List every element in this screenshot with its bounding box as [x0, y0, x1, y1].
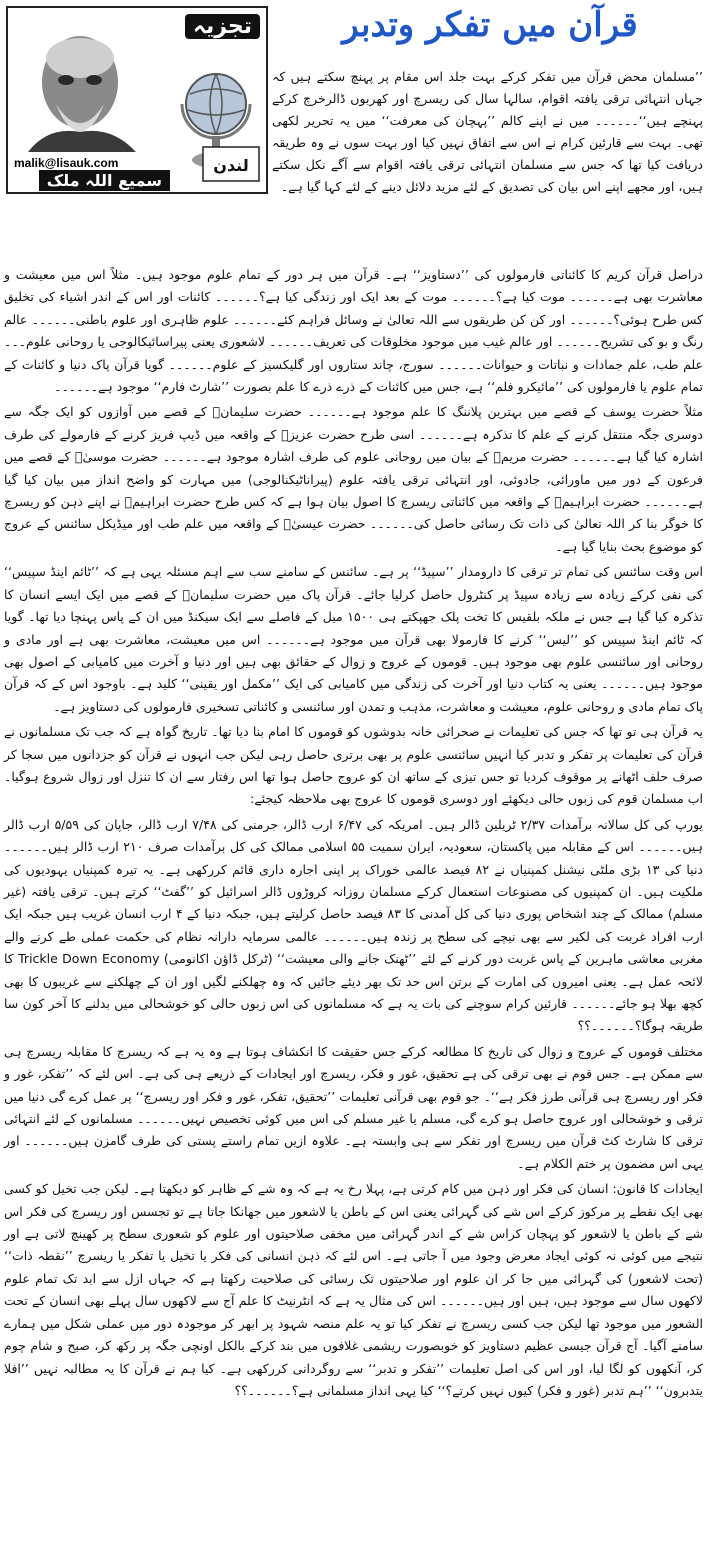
paragraph: مثلاً حضرت یوسف کے قصے میں بہترین پلاننگ کا علم موجود ہے۔۔۔۔۔۔ حضرت سلیمانؑ کے قصے میں آوازوں کو ایک جگہ سے دوسری جگہ منتقل کرنے کے علم کا تذکرہ ہے۔۔۔۔۔۔ اسی طرح حضرت عزیزؑ کے واقعہ میں ڈیپ فریز کرنے کے فارمولے کی طرف اشارہ کیا گیا ہے۔۔۔۔۔۔ حضرت مریمؑ کے بیان میں روحانی علوم کی طرف اشارہ موجود ہے۔۔۔۔۔۔ حضرت موسیٰؑ کے قصے میں فرعون کے دور میں ماورائی، جادوئی، اور انتہائی ترقی یافتہ علوم (پیراناٹیکنالوجی) میں مہارت کو واضح انداز میں بیان کیا گیا ہے۔۔۔۔۔۔ حضرت ابراہیمؑ کے واقعہ میں کائناتی ریسرچ کا اصول بیان ہوا ہے کہ کس طرح حضرت ابراہیمؑ نے اپنے ذہن کو ریسرچ کا خوگر بنا کر اللہ تعالیٰ کی ذات تک رسائی حاصل کی۔۔۔۔۔۔ حضرت عیسیٰؑ کے واقعہ میں علم طب اور میڈیکل سائنس کے عروج کو موضوع بحث بنایا گیا ہے۔ — [4, 404, 703, 554]
paragraph: یورپ کی کل سالانہ برآمدات ۲/۳۷ ٹریلین ڈالر ہیں۔ امریکہ کی ۶/۴۷ ارب ڈالر، جرمنی کی ۷/۴۸ ارب ڈالر، جاپان کی ۵/۵۹ ارب ڈالر ہیں۔۔۔۔۔۔ اس کے مقابلہ میں پاکستان، سعودیہ، ایران سمیت ۵۵ اسلامی ممالک کی کل برآمدات صرف ۲۱۰ ارب ڈالر ہیں۔۔۔۔۔۔ دنیا کی ۱۳ بڑی ملٹی نیشنل کمپنیاں نے ۸۲ فیصد عالمی خوراک پر اپنی اجارہ داری قائم کررکھی ہے۔ یہ تیرہ کمپنیاں یہودیوں کی ملکیت ہیں۔ ان کمپنیوں کی مصنوعات استعمال کرکے مسلمان روزانہ کروڑوں ڈالر اسرائیل کو ’’گفٹ‘‘ کرتے ہیں۔ ترقی یافتہ (غیر مسلم) ممالک کے چند اشخاص پوری دنیا کی کل آمدنی کا ۸۳ فیصد حاصل کرلیتے ہیں، جبکہ دنیا کے ۴ ارب انسان غریب ہیں جبکہ ایک ارب افراد غربت کی لکیر سے بھی نیچے کی سطح پر زندہ ہیں۔۔۔۔۔۔ عالمی سرمایہ دارانہ نظام کی حکمت عملی طے کرنے والے مغربی معاشی ماہرین کے پاس غربت دور کرنے کے لئے ’’ٹھنک جانے والی معیشت‘‘ (ٹرکل ڈاؤن اکانومی) Trickle Down Economy کا لائحہ عمل ہے۔ یعنی امیروں کی امارت کے برتن اس حد تک بھر دیئے جائیں کہ وہ چھلکنے لگیں اور ان کے چھلکنے سے غریبوں کا بھی کچھ بھلا ہو جائے۔۔۔۔۔۔ قارئین کرام سوچنے کی بات یہ ہے کہ مسلمانوں کی اس زبوں حالی کو خوشحالی میں بدلنے کا آخر کون سا طریقہ ہوگا؟۔۔۔۔۔۔؟؟ — [4, 816, 704, 1034]
paragraph: اس وقت سائنس کی تمام تر ترقی کا دارومدار ’’سپیڈ‘‘ پر ہے۔ سائنس کے سامنے سب سے اہم مسئلہ یہی ہے کہ ’’ٹائم اینڈ سپیس‘‘ کی نفی کرکے زیادہ سے زیادہ سپیڈ پر کنٹرول حاصل کرلیا جائے۔ قرآن پاک میں حضرت سلیمانؑ کے قصے میں ایک ایسے انسان کا تذکرہ کیا گیا ہے جس نے ملکہ بلقیس کا تخت پلک جھپکتے ہی ۱۵۰۰ میل کے فاصلے سے ایک سیکنڈ میں ان کے پاس پہنچا دیا تھا۔ گویا کہ ٹائم اینڈ سپیس کو ’’لیس‘‘ کرنے کا فارمولا بھی قرآن میں موجود ہے۔۔۔۔۔۔ اس میں معیشت، معاشرت بھی ہے اور مادی و روحانی اور سائنسی علوم بھی موجود ہیں۔ قوموں کے عروج و زوال کے حقائق بھی ہیں اور دنیا و آخرت میں کامیابی کے اصول بھی موجود ہیں۔۔۔۔۔۔ یعنی یہ کتاب دنیا اور آخرت کی زندگی میں کامیابی کی ایک ’’مکمل اور یقینی‘‘ کلید ہے۔ باوجود اس کے کہ قرآن پاک تمام مادی و روحانی علوم، معیشت و معاشرت، مذہب و تمدن اور سائنسی و کائناتی تسخیری فارمولوں کی دستاویز ہے۔ — [4, 564, 703, 714]
article-body — [4, 264, 703, 1405]
author-portrait — [18, 22, 153, 152]
section-tag: تجزیہ — [185, 14, 260, 39]
author-photo-panel — [6, 6, 268, 194]
paragraph: مختلف قوموں کے عروج و زوال کی تاریخ کا مطالعہ کرکے جس حقیقت کا انکشاف ہوتا ہے وہ یہ ہے کہ ریسرچ کا مقابلہ ریسرچ ہی سے ممکن ہے۔ جس قوم نے بھی ترقی کی ہے تحقیق، غور و فکر، ریسرچ اور ایجادات کے ذریعے ہی کی ہے۔ اس لئے کہ ’’تفکر، غور و فکر اور ریسرچ ہی قرآنی طرز فکر ہے‘‘۔ جو قوم بھی قرآنی تعلیمات ’’تحقیق، تفکر، غور و فکر اور ریسرچ‘‘ پر عمل کرے گی دنیا میں ترقی و خوشحالی اور عروج حاصل ہو کرے گی، مسلم یا غیر مسلم کی اس میں کوئی تخصیص نہیں۔۔۔۔۔۔ مسلمانوں کے لئے انتہائی ترقی کا شارٹ کٹ قرآن میں ریسرچ اور تفکر سے ہی وابستہ ہے۔ علاوہ ازیں تمام راستے پستی کی طرف گامزن ہیں۔۔۔۔۔۔ اور یہی اس مضمون پر ختم الکلام ہے۔ — [4, 1043, 703, 1171]
article-title: قرآن میں تفکر وتدبر — [342, 5, 638, 45]
author-email[interactable]: malik@lisauk.com — [14, 156, 119, 170]
paragraph: دراصل قرآن کریم کا کائناتی فارمولوں کی ’’دستاویز‘‘ ہے۔ قرآن میں ہر دور کے تمام علوم موجود ہیں۔ مثلاً اس میں معیشت و معاشرت بھی ہے۔۔۔۔۔۔ موت کیا ہے؟۔۔۔۔۔۔ موت کے بعد ایک اور زندگی کیا ہے؟۔۔۔۔۔۔ کائنات اور اس کے اندر اشیاء کی تخلیق کس طرح ہوئی؟۔۔۔۔۔۔ اور کن کن طریقوں سے اللہ تعالیٰ نے وسائل فراہم کئے۔۔۔۔۔۔ علوم ظاہری اور علوم باطنی۔۔۔۔۔۔ عالم رنگ و بو کی تشریح۔۔۔۔۔۔ اور عالم غیب میں موجود مخلوقات کی تعریف۔۔۔۔۔۔ لاشعوری یعنی پیراسائیکالوجی یا روحانی علوم۔۔۔ علم طب، علم جمادات و نباتات و حیوانات۔۔۔۔۔۔ سورج، چاند ستاروں اور گلیکسیز کے علوم۔۔۔۔۔۔ گویا قرآن پاک دنیا و کائنات کے تمام علوم یا فارمولوں کی ’’مائیکرو فلم‘‘ ہے، جس میں کائنات کے ذرے ذرے کا علم بصورت ’’شارٹ فارم‘‘ موجود ہے۔۔۔۔۔۔ — [4, 267, 703, 395]
paragraph: یہ قرآن ہی تو تھا کہ جس کی تعلیمات نے صحرائی خانہ بدوشوں کو قوموں کا امام بنا دیا تھا۔ تاریخ گواہ ہے کہ جب تک مسلمانوں نے قرآن کی تعلیمات پر تفکر و تدبر کیا انہیں سائنسی علوم پر بھی برتری حاصل رہی لیکن جب انہوں نے قرآن کو جزدانوں میں سجا کر صرف حلف اٹھانے پر موقوف کردیا تو جس تیزی کے ساتھ ان کو عروج حاصل ہوا تھا اس رفتار سے ان کا تنزل اور زوال شروع ہوگیا۔ اب مسلمان قوم کی زبوں حالی دیکھئے اور دوسری قوموں کا عروج بھی ملاحظہ کیجئے: — [4, 724, 703, 807]
london-logo — [202, 146, 260, 182]
logo-text: لندن — [213, 156, 249, 175]
lead-paragraph: ’’مسلمان محض قرآن میں تفکر کرکے بہت جلد اس مقام پر پہنچ سکتے ہیں کہ جہاں انتہائی ترقی یافتہ اقوام، سالہا سال کی ریسرچ اور کھربوں ڈالرخرچ کرکے پہنچے ہیں‘‘۔۔۔۔۔۔ میں نے اپنے کالم ’’پہچان کی معرفت‘‘ میں یہ تحریر لکھی تھی۔ بہت سے قارئین کرام نے اس سے اتفاق نہیں کیا اور بہت سوں نے وہ طریقہ دریافت کیا تھا کہ جس سے مسلمان انتہائی ترقی یافتہ اقوام سے آگے نکل سکتے ہیں، اور مجھے اپنے اس بیان کی تصدیق کے لئے مزید دلائل دینے کے لئے کہا گیا ہے۔ — [272, 69, 703, 194]
paragraph: ایجادات کا قانون: انسان کی فکر اور ذہن میں کام کرتی ہے، پہلا رخ یہ ہے کہ وہ شے کے ظاہر کو دیکھتا ہے۔ لیکن جب تخیل کو کسی بھی ایک نقطے پر مرکوز کرکے اس شے کی گہرائی یعنی اس کے باطن یا لاشعور میں جھانکا جاتا ہے تو تجسس اور ریسرچ کی فکر اس شے کے باطن یا لاشعور کو پہچان کراس شے کے اندر گہرائی میں مخفی صلاحیتوں اور علوم کو شعوری سطح پر کھینچ لاتی ہے اور نتیجے میں کوئی نہ کوئی ایجاد معرض وجود میں آ جاتی ہے۔ اس لئے کہ ذہن انسانی کی فکر یا تخیل یا تفکر یا ریسرچ ’’نقطہ ذات‘‘ (تحت لاشعور) کی گہرائی میں جا کر ان علوم اور صلاحیتوں تک رسائی کی صلاحیت رکھتا ہے کہ جہاں ازل سے ابد تک تمام علوم لاکھوں سال سے موجود ہیں، ہیں اور ہیں۔۔۔۔۔۔ اس کی مثال یہ ہے کہ انٹرنیٹ کا علم آج سے لاکھوں سال پہلے بھی انسان کے تحت الشعور میں موجود تھا لیکن جب کسی ریسرچ نے تفکر کیا تو یہ علم منصہ شہود پر ابھر کر موجودہ دور میں عملی شکل میں ہمارے سامنے آگیا۔ آج قرآن جیسی عظیم دستاویز کو خوبصورت ریشمی غلافوں میں بند کرکے بالکل اونچی جگہ پر رکھ کر، صبح و شام چوم کر، آنکھوں کو لگا لیا، اور اس کی اصل تعلیمات ’’تفکر و تدبر‘‘ سے روگردانی کررکھی ہے۔ کیا ہم نے قرآن کا یہ مطالبہ نہیں ’’افلا یتدبرون‘‘ ’’ہم تدبر (غور و فکر) کیوں نہیں کرتے؟‘‘ کیا یہی انداز مسلمانی ہے؟۔۔۔۔۔۔؟؟ — [4, 1181, 703, 1398]
author-name: سمیع اللہ ملک — [39, 170, 170, 191]
